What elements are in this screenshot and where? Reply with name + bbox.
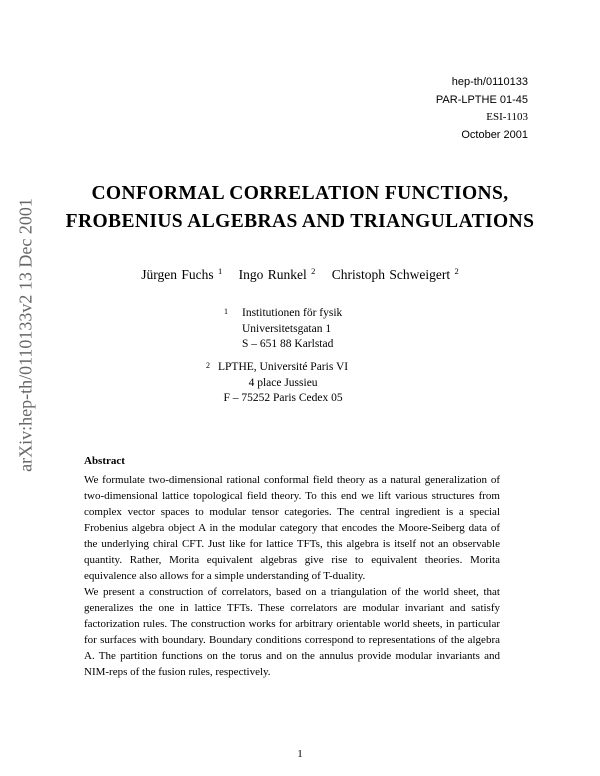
title-line-1: CONFORMAL CORRELATION FUNCTIONS, [91, 183, 509, 204]
preprint-esi: ESI-1103 [486, 111, 528, 123]
title-line-2: FROBENIUS ALGEBRAS AND TRIANGULATIONS [65, 211, 535, 232]
preprint-info [436, 74, 528, 144]
author-name: Christoph Schweigert [331, 267, 451, 282]
affiliation-number: 1 [224, 307, 228, 316]
affiliation-line: 4 place Jussieu [248, 376, 318, 389]
arxiv-stamp-text: arXiv:hep-th/0110133v2 13 Dec 2001 [15, 198, 36, 472]
author-list [40, 266, 560, 283]
affiliation-line: S – 651 88 Karlstad [242, 338, 334, 350]
affiliation-1 [224, 306, 343, 353]
author-affil-mark: 1 [218, 266, 223, 276]
affiliation-2 [206, 360, 349, 407]
preprint-number: hep-th/0110133 [451, 76, 528, 88]
abstract [84, 453, 500, 680]
abstract-heading: Abstract [84, 455, 125, 467]
paper-title [40, 180, 560, 236]
preprint-report: PAR-LPTHE 01-45 [435, 93, 528, 106]
affiliation-line: F – 75252 Paris Cedex 05 [223, 392, 343, 404]
affiliation-number: 2 [206, 361, 210, 370]
abstract-paragraph-1: We formulate two-dimensional rational conformal field theory as a natural generalization of two-dimensional lattice topological field theory. To this end we lift various structures from complex vector spaces to modular tensor categories. The central ingredient is a special Frobenius algebra object A in the modular category that encodes the Moore-Seiberg data of the underlying chiral CFT. Just like for lattice TFTs, this algebra is itself not an observable quantity. Rather, Morita equivalent algebras give rise to equivalent theories. Morita equivalence also allows for a simple understanding of T-duality. [84, 474, 500, 582]
author-affil-mark: 2 [311, 266, 316, 276]
preprint-date: October 2001 [461, 128, 528, 141]
affiliation-line: Universitetsgatan 1 [242, 322, 332, 335]
arxiv-stamp [12, 150, 40, 520]
author-name: Ingo Runkel [238, 267, 307, 282]
affiliation-line: LPTHE, Université Paris VI [218, 361, 349, 373]
author-affil-mark: 2 [454, 266, 459, 276]
page-number: 1 [297, 748, 303, 760]
affiliation-line: Institutionen för fysik [242, 307, 343, 319]
author-name: Jürgen Fuchs [141, 267, 214, 282]
abstract-paragraph-2: We present a construction of correlators, based on a triangulation of the world sheet, that generalizes the one in lattice TFTs. These correlators are modular invariant and satisfy factorization rules. The construction works for arbitrary orientable world sheets, in particular for surfaces with boundary. Boundary conditions correspond to representations of the algebra A. The partition functions on the torus and on the annulus provide modular invariants and NIM-reps of the fusion rules, respectively. [84, 586, 500, 678]
